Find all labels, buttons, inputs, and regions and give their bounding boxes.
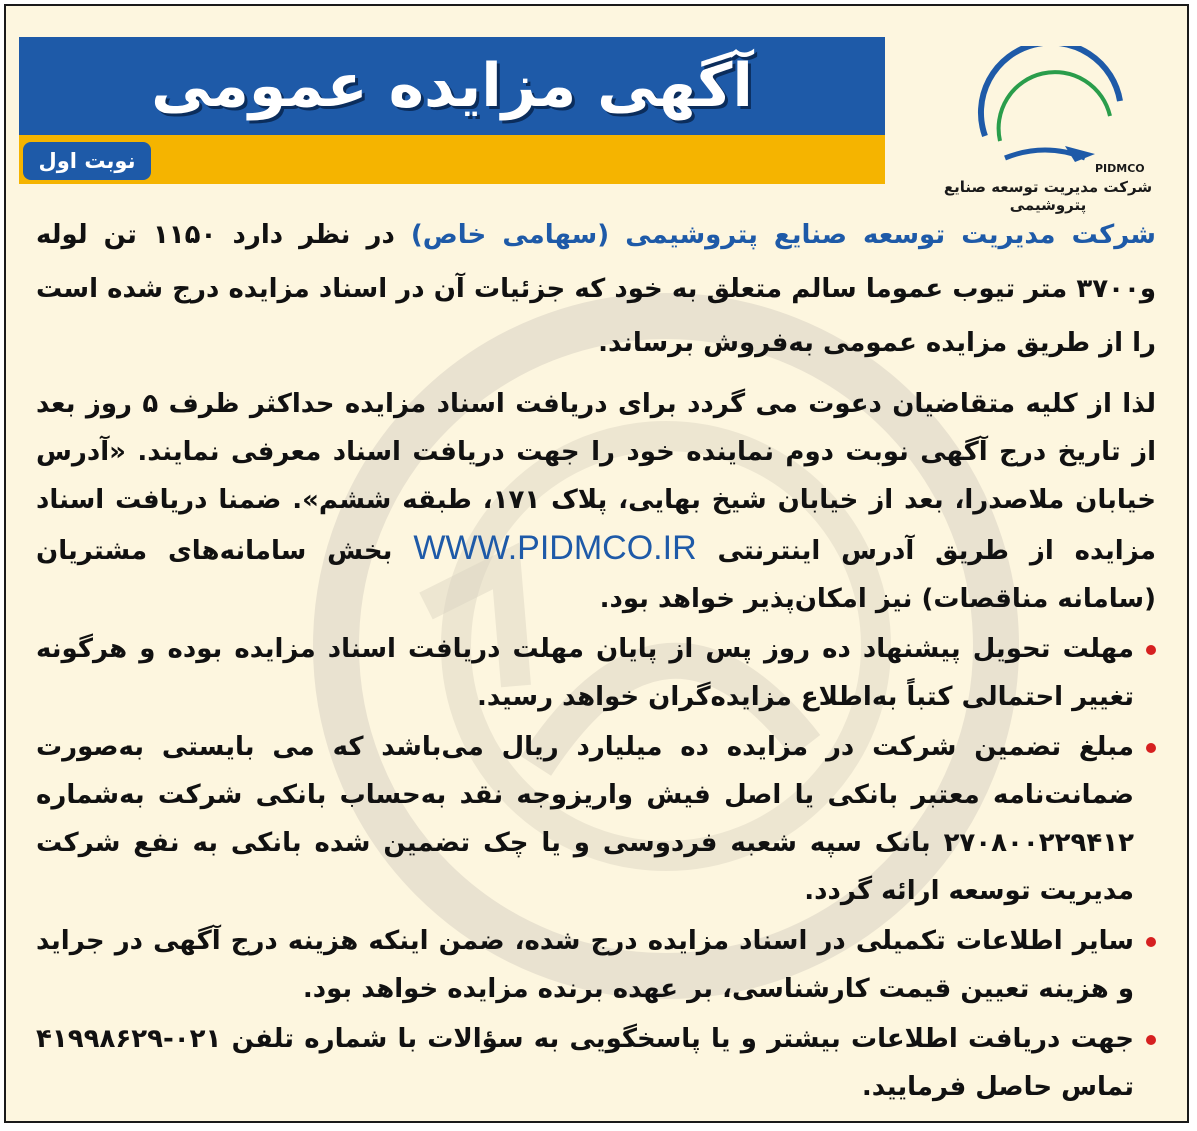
company-name: شرکت مدیریت توسعه صنایع پتروشیمی (سهامی خاص): [410, 220, 1157, 250]
notice-body: [36, 208, 1156, 1111]
pidmco-logo-icon: [945, 46, 1145, 176]
bullet-icon: [1146, 645, 1156, 655]
list-item: [36, 625, 1156, 721]
notice-frame: [4, 4, 1189, 1123]
bullet-text: مهلت تحویل پیشنهاد ده روز پس از پایان مهلت دریافت اسناد مزایده بوده و هرگونه تغییر احتمالی کتباً به‌اطلاع مزایده‌گران خواهد رسید.: [36, 634, 1134, 712]
instructions-text: لذا از کلیه متقاضیان دعوت می گردد برای دریافت اسناد مزایده حداکثر ظرف ۵ روز بعد از تاریخ درج آگهی نوبت دوم نماینده خود را جهت دریافت اسناد معرفی نمایند. «آدرس خیابان ملاصدرا، بعد از خیابان شیخ بهایی، پلاک ۱۷۱، طبقه ششم». ضمنا دریافت اسناد مزایده از طریق آدرس اینترنتی: [36, 389, 1156, 566]
logo-emblem-text: PIDMCO: [1095, 162, 1145, 175]
round-badge: نوبت اول: [23, 142, 151, 180]
logo-company-name: شرکت مدیریت توسعه صنایع پتروشیمی: [943, 178, 1153, 214]
title-bar: [19, 37, 885, 135]
bullet-icon: [1146, 743, 1156, 753]
bullet-text: سایر اطلاعات تکمیلی در اسناد مزایده درج شده، ضمن اینکه هزینه درج آگهی در جراید و هزینه تعیین قیمت کارشناسی، بر عهده برنده مزایده خواهد بود.: [36, 926, 1134, 1004]
list-item: [36, 723, 1156, 915]
bullet-icon: [1146, 937, 1156, 947]
intro-paragraph: [36, 208, 1156, 370]
bullet-icon: [1146, 1035, 1156, 1045]
page-title: آگهی مزایده عمومی: [151, 51, 753, 121]
bullet-text: مبلغ تضمین شرکت در مزایده ده میلیارد ریال می‌باشد که می بایستی به‌صورت ضمانت‌نامه معتبر بانکی یا اصل فیش واریزوجه نقد به‌حساب بانکی شرکت به‌شماره ۲۷۰۸۰۰۲۲۹۴۱۲ بانک سپه شعبه فردوسی و یا چک تضمین شده بانکی به نفع شرکت مدیریت توسعه ارائه گردد.: [36, 732, 1134, 906]
list-item: [36, 917, 1156, 1013]
instructions-text-cont: بخش سامانه‌های مشتریان (سامانه مناقصات) نیز امکان‌پذیر خواهد بود.: [36, 536, 1156, 614]
intro-text: در نظر دارد ۱۱۵۰ تن لوله و۳۷۰۰ متر تیوب عموما سالم متعلق به خود که جزئیات آن در اسناد مزایده درج شده است را از طریق مزایده عمومی به‌فروش برساند.: [36, 220, 1156, 358]
bullet-text: جهت دریافت اطلاعات بیشتر و یا پاسخگویی به سؤالات با شماره تلفن ۰۲۱-۴۱۹۹۸۶۲۹ تماس حاصل فرمایید.: [36, 1024, 1134, 1102]
company-logo: [909, 42, 1184, 214]
website-link[interactable]: WWW.PIDMCO.IR: [413, 529, 697, 567]
instructions-paragraph: [36, 380, 1156, 623]
list-item: [36, 1015, 1156, 1111]
